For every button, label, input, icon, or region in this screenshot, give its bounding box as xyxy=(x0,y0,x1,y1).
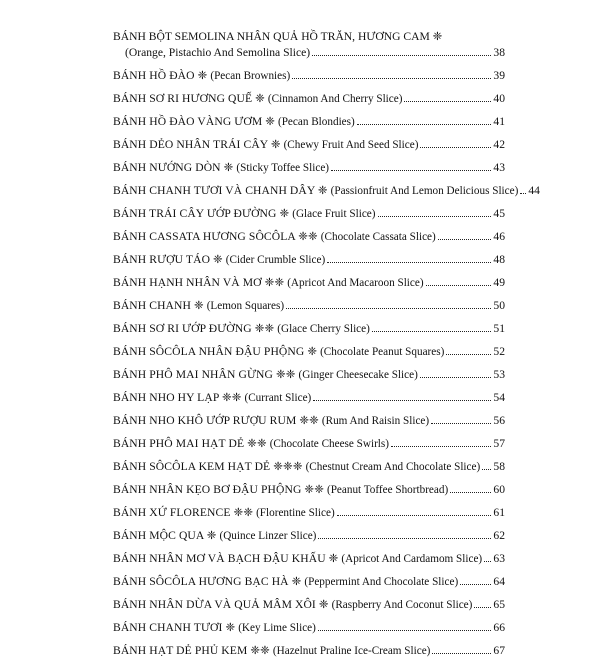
toc-entry-title xyxy=(113,505,335,521)
toc-entry[interactable] xyxy=(113,160,505,183)
toc-entry-title xyxy=(113,206,376,222)
toc-entry-vietnamese: BÁNH SÔCÔLA HƯƠNG BẠC HÀ ❈ xyxy=(113,575,302,588)
toc-entry-english: (Chocolate Cassata Slice) xyxy=(320,231,436,243)
dot-leader xyxy=(420,147,491,148)
toc-entry-title xyxy=(113,413,429,429)
toc-page-number: 58 xyxy=(493,460,505,473)
toc-entry[interactable] xyxy=(113,29,505,68)
dot-leader xyxy=(420,377,492,378)
toc-entry[interactable] xyxy=(113,574,505,597)
toc-page-number: 43 xyxy=(493,161,505,174)
toc-entry-title xyxy=(113,367,418,383)
dot-leader xyxy=(327,262,491,263)
toc-entry[interactable] xyxy=(113,137,505,160)
toc-page-number: 38 xyxy=(493,46,505,59)
dot-leader xyxy=(331,170,491,171)
toc-entry-title xyxy=(113,551,482,567)
toc-entry-english: (Apricot And Cardamom Slice) xyxy=(341,553,483,565)
toc-entry-vietnamese: BÁNH RƯỢU TÁO ❈ xyxy=(113,253,223,266)
dot-leader xyxy=(484,561,491,562)
toc-page-number: 61 xyxy=(493,506,505,519)
toc-page-number: 54 xyxy=(493,391,505,404)
toc-entry-title xyxy=(113,574,458,590)
toc-entry-title xyxy=(113,68,290,84)
toc-entry-vietnamese: BÁNH TRÁI CÂY ƯỚP ĐƯỜNG ❈ xyxy=(113,207,290,220)
toc-entry-title xyxy=(113,436,389,452)
dot-leader xyxy=(446,354,491,355)
toc-entry-title: BÁNH BỘT SEMOLINA NHÂN QUẢ HỒ TRĂN, HƯƠNG CAM ❈ xyxy=(113,30,443,43)
toc-entry[interactable] xyxy=(113,229,505,252)
toc-entry-english: (Glace Fruit Slice) xyxy=(292,208,376,220)
toc-entry[interactable] xyxy=(113,344,505,367)
toc-entry-title xyxy=(113,597,472,613)
toc-entry-title xyxy=(113,137,418,153)
dot-leader xyxy=(520,193,526,194)
toc-entry-title xyxy=(113,528,316,544)
dot-leader xyxy=(337,515,492,516)
toc-entry-english: (Glace Cherry Slice) xyxy=(277,323,370,335)
toc-entry-vietnamese: BÁNH SÔCÔLA KEM HẠT DẺ ❈❈❈ xyxy=(113,460,303,473)
dot-leader xyxy=(378,216,492,217)
toc-entry-title xyxy=(113,91,402,107)
toc-entry-vietnamese: BÁNH CHANH TƯƠI ❈ xyxy=(113,621,236,634)
toc-page-number: 40 xyxy=(493,92,505,105)
toc-page-number: 63 xyxy=(493,552,505,565)
toc-entry[interactable] xyxy=(113,321,505,344)
toc-entry-english: (Cider Crumble Slice) xyxy=(225,254,326,266)
toc-entry-vietnamese: BÁNH HỒ ĐÀO ❈ xyxy=(113,69,208,82)
toc-entry-english: (Chocolate Cheese Swirls) xyxy=(269,438,389,450)
toc-entry-english: (Hazelnut Praline Ice-Cream Slice) xyxy=(272,645,431,657)
toc-entry[interactable] xyxy=(113,505,505,528)
toc-entry-title xyxy=(113,321,370,337)
dot-leader xyxy=(450,492,491,493)
toc-entry-title xyxy=(113,229,436,245)
toc-entry-vietnamese: BÁNH SƠ RI HƯƠNG QUẾ ❈ xyxy=(113,92,265,105)
toc-entry[interactable] xyxy=(113,551,505,574)
toc-entry[interactable] xyxy=(113,436,505,459)
dot-leader xyxy=(432,653,491,654)
toc-entry-title xyxy=(113,183,518,199)
toc-entry-english: (Pecan Blondies) xyxy=(277,116,355,128)
toc-entry-title xyxy=(113,160,329,176)
toc-entry-english: (Chewy Fruit And Seed Slice) xyxy=(283,139,419,151)
toc-entry-vietnamese: BÁNH PHÔ MAI HẠT DẺ ❈❈ xyxy=(113,437,267,450)
toc-entry-title xyxy=(113,252,325,268)
toc-entry-english: (Raspberry And Coconut Slice) xyxy=(331,599,473,611)
toc-page-number: 51 xyxy=(493,322,505,335)
toc-entry-vietnamese: BÁNH NHÂN DỪA VÀ QUẢ MÂM XÔI ❈ xyxy=(113,598,329,611)
toc-entry[interactable] xyxy=(113,183,540,206)
toc-entry[interactable] xyxy=(113,298,505,321)
toc-entry-title xyxy=(113,620,316,636)
toc-page-number: 42 xyxy=(493,138,505,151)
toc-entry-english: (Quince Linzer Slice) xyxy=(219,530,317,542)
toc-entry-vietnamese: BÁNH CHANH TƯƠI VÀ CHANH DÂY ❈ xyxy=(113,184,328,197)
toc-entry-vietnamese: BÁNH NƯỚNG DÒN ❈ xyxy=(113,161,234,174)
toc-entry[interactable] xyxy=(113,206,505,229)
toc-entry-title xyxy=(113,643,430,659)
toc-page-number: 64 xyxy=(493,575,505,588)
toc-entry[interactable] xyxy=(113,459,505,482)
toc-entry-list xyxy=(113,68,540,666)
toc-page-number: 65 xyxy=(493,598,505,611)
dot-leader xyxy=(318,538,491,539)
toc-entry-vietnamese: BÁNH CHANH ❈ xyxy=(113,299,204,312)
toc-page-number: 62 xyxy=(493,529,505,542)
toc-entry-english: (Currant Slice) xyxy=(244,392,312,404)
dot-leader xyxy=(391,446,491,447)
toc-entry[interactable] xyxy=(113,620,505,643)
table-of-contents xyxy=(113,29,540,666)
toc-entry-english: (Ginger Cheesecake Slice) xyxy=(298,369,418,381)
toc-page-number: 53 xyxy=(493,368,505,381)
toc-entry-english: (Lemon Squares) xyxy=(206,300,285,312)
toc-entry[interactable] xyxy=(113,68,505,91)
dot-leader xyxy=(431,423,491,424)
dot-leader xyxy=(292,78,491,79)
dot-leader xyxy=(460,584,491,585)
toc-entry-title xyxy=(113,459,480,475)
dot-leader xyxy=(357,124,492,125)
toc-page-number: 46 xyxy=(493,230,505,243)
toc-entry-english: (Chocolate Peanut Squares) xyxy=(320,346,445,358)
toc-entry-title xyxy=(113,344,444,360)
toc-page-number: 39 xyxy=(493,69,505,82)
toc-page-number: 66 xyxy=(493,621,505,634)
toc-entry-english: (Cinnamon And Cherry Slice) xyxy=(267,93,403,105)
toc-entry-title xyxy=(113,114,355,130)
toc-entry-subtitle: (Orange, Pistachio And Semolina Slice) xyxy=(125,46,311,59)
toc-page-number: 52 xyxy=(493,345,505,358)
toc-entry-vietnamese: BÁNH SƠ RI ƯỚP ĐƯỜNG ❈❈ xyxy=(113,322,275,335)
dot-leader xyxy=(312,55,491,56)
toc-entry-vietnamese: BÁNH NHO HY LẠP ❈❈ xyxy=(113,391,242,404)
toc-page-number: 44 xyxy=(528,184,540,197)
toc-entry-title xyxy=(113,482,448,498)
toc-page-number: 67 xyxy=(493,644,505,657)
toc-page-number: 41 xyxy=(493,115,505,128)
toc-entry-english: (Peanut Toffee Shortbread) xyxy=(326,484,449,496)
dot-leader xyxy=(318,630,492,631)
toc-entry-vietnamese: BÁNH HẠNH NHÂN VÀ MƠ ❈❈ xyxy=(113,276,285,289)
toc-entry-english: (Rum And Raisin Slice) xyxy=(321,415,430,427)
dot-leader xyxy=(313,400,491,401)
dot-leader xyxy=(426,285,492,286)
toc-entry[interactable] xyxy=(113,643,505,666)
toc-entry-vietnamese: BÁNH NHÂN KẸO BƠ ĐẬU PHỘNG ❈❈ xyxy=(113,483,325,496)
toc-page-number: 57 xyxy=(493,437,505,450)
toc-entry-vietnamese: BÁNH MỘC QUA ❈ xyxy=(113,529,217,542)
toc-entry[interactable] xyxy=(113,91,505,114)
toc-entry[interactable] xyxy=(113,275,505,298)
toc-entry-english: (Sticky Toffee Slice) xyxy=(236,162,330,174)
toc-entry[interactable] xyxy=(113,252,505,275)
toc-entry-english: (Peppermint And Chocolate Slice) xyxy=(304,576,459,588)
toc-entry-title xyxy=(113,298,284,314)
dot-leader xyxy=(404,101,491,102)
toc-page-number: 48 xyxy=(493,253,505,266)
toc-entry-english: (Pecan Brownies) xyxy=(210,70,291,82)
dot-leader xyxy=(438,239,492,240)
toc-entry[interactable] xyxy=(113,597,505,620)
toc-entry-vietnamese: BÁNH CASSATA HƯƠNG SÔCÔLA ❈❈ xyxy=(113,230,318,243)
toc-entry-vietnamese: BÁNH NHO KHÔ ƯỚP RƯỢU RUM ❈❈ xyxy=(113,414,319,427)
toc-page-number: 60 xyxy=(493,483,505,496)
toc-entry[interactable] xyxy=(113,390,505,413)
toc-entry-english: (Chestnut Cream And Chocolate Slice) xyxy=(305,461,481,473)
toc-entry[interactable] xyxy=(113,528,505,551)
toc-entry-vietnamese: BÁNH NHÂN MƠ VÀ BẠCH ĐẬU KHẤU ❈ xyxy=(113,552,339,565)
dot-leader xyxy=(474,607,491,608)
toc-page-number: 50 xyxy=(493,299,505,312)
toc-entry[interactable] xyxy=(113,482,505,505)
toc-page-number: 45 xyxy=(493,207,505,220)
toc-entry-vietnamese: BÁNH XỨ FLORENCE ❈❈ xyxy=(113,506,254,519)
toc-entry-english: (Florentine Slice) xyxy=(256,507,335,519)
toc-entry-title xyxy=(113,390,311,406)
toc-entry-english: (Apricot And Macaroon Slice) xyxy=(287,277,424,289)
toc-entry[interactable] xyxy=(113,114,505,137)
toc-entry-english: (Passionfruit And Lemon Delicious Slice) xyxy=(330,185,519,197)
toc-entry-title xyxy=(113,275,424,291)
toc-entry-english: (Key Lime Slice) xyxy=(238,622,316,634)
toc-page-number: 49 xyxy=(493,276,505,289)
toc-entry-vietnamese: BÁNH SÔCÔLA NHÂN ĐẬU PHỘNG ❈ xyxy=(113,345,318,358)
toc-entry[interactable] xyxy=(113,413,505,436)
toc-page-number: 56 xyxy=(493,414,505,427)
toc-entry-vietnamese: BÁNH PHÔ MAI NHÂN GỪNG ❈❈ xyxy=(113,368,296,381)
toc-entry-vietnamese: BÁNH HỒ ĐÀO VÀNG ƯƠM ❈ xyxy=(113,115,276,128)
toc-entry-vietnamese: BÁNH HẠT DẺ PHỦ KEM ❈❈ xyxy=(113,644,271,657)
dot-leader xyxy=(286,308,491,309)
toc-entry[interactable] xyxy=(113,367,505,390)
dot-leader xyxy=(372,331,492,332)
dot-leader xyxy=(482,469,491,470)
toc-entry-vietnamese: BÁNH DẺO NHÂN TRÁI CÂY ❈ xyxy=(113,138,281,151)
